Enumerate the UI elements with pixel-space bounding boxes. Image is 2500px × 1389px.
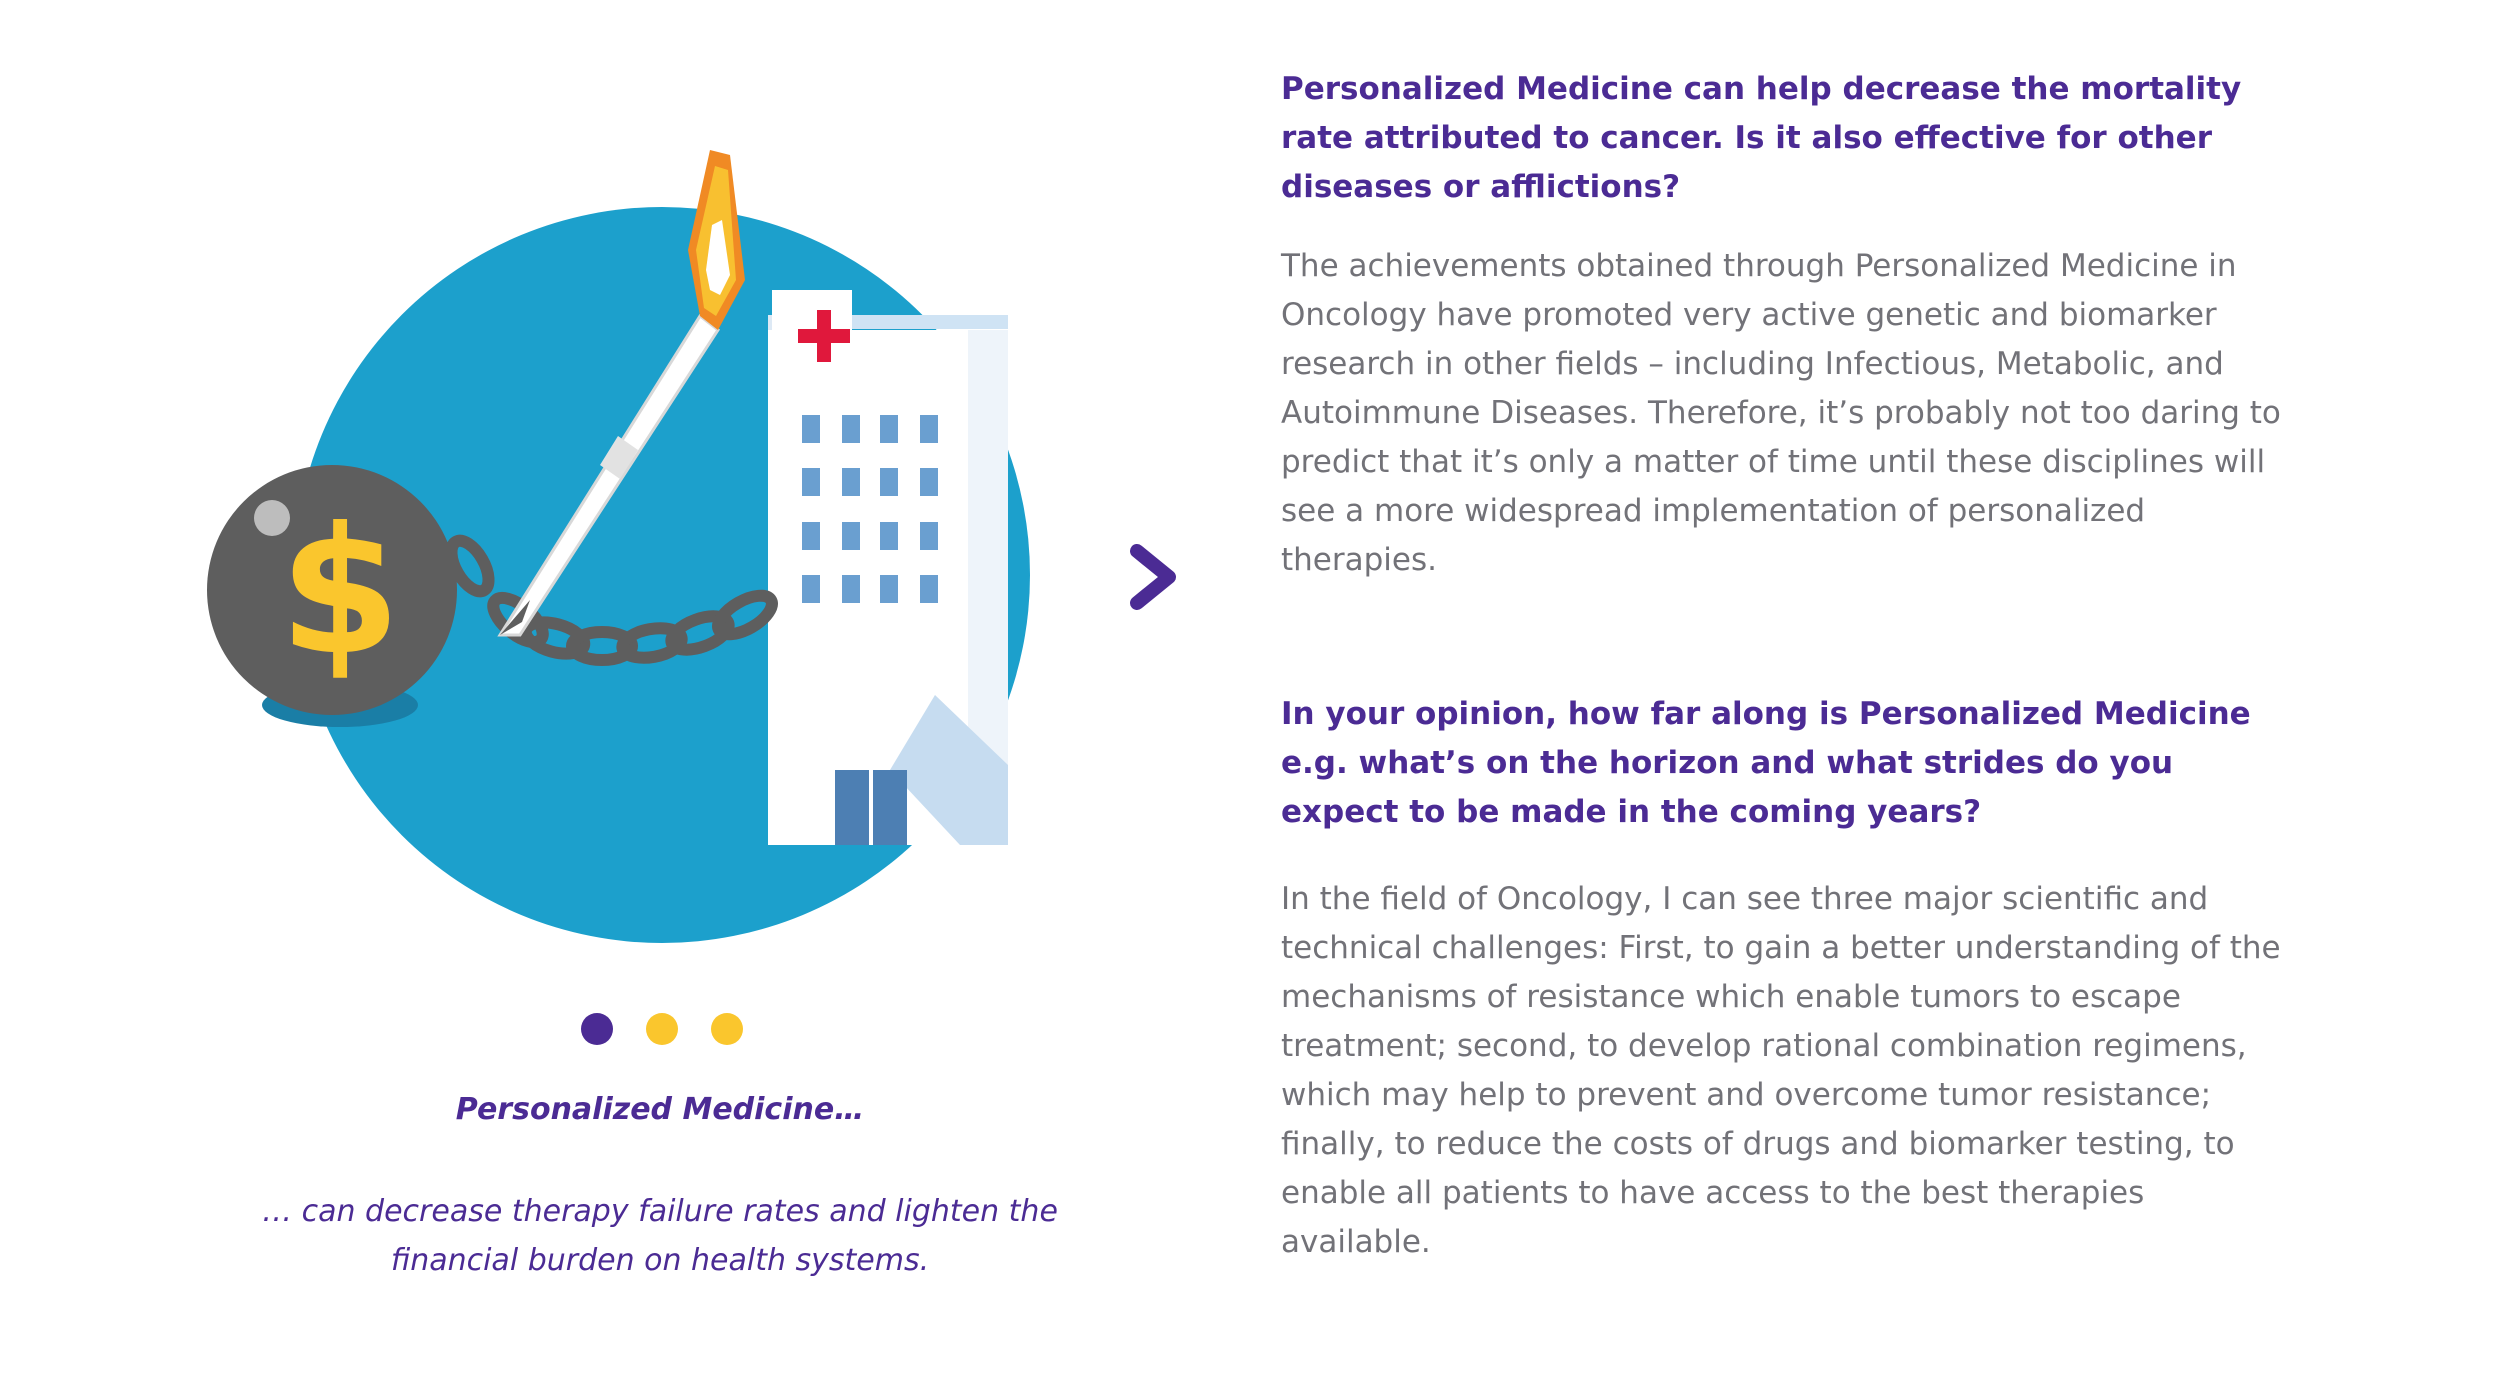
answer-2: In the field of Oncology, I can see three major scientific and technical challenges: First, to gain a better understanding of the mechanisms of resistance which enable tumors to escape treatment; second, to develop rational combination regimens, which may help to prevent and overcome tumor resistance; finally, to reduce the costs of drugs and biomarker testing, to enable all patients to have access to the best therapies available.: [1281, 881, 2281, 1260]
next-button[interactable]: [1127, 543, 1183, 611]
carousel-dot-2[interactable]: [646, 1013, 678, 1045]
carousel-dots: [581, 1013, 751, 1045]
illustration: [200, 130, 1080, 970]
qa-block-2: [1281, 690, 2281, 1267]
caption-title: Personalized Medicine…: [455, 1092, 865, 1127]
question-1: Personalized Medicine can help decrease the mortality rate attributed to cancer. Is it also effective for other diseases or afflictions?: [1281, 71, 2242, 205]
svg-text:$: $: [279, 491, 401, 694]
carousel-dot-1[interactable]: [581, 1013, 613, 1045]
hospital-icon: [768, 290, 1008, 845]
question-2: In your opinion, how far along is Personalized Medicine e.g. what’s on the horizon and what strides do you expect to be made in the coming years?: [1281, 696, 2251, 830]
qa-block-1: [1281, 65, 2281, 585]
chevron-right-icon: [1127, 543, 1183, 611]
carousel-dot-3[interactable]: [711, 1013, 743, 1045]
answer-1: The achievements obtained through Personalized Medicine in Oncology have promoted very active genetic and biomarker research in other fields – including Infectious, Metabolic, and Autoimmune Diseases. Therefore, it’s probably not too daring to predict that it’s only a matter of time until these disciplines will see a more widespread implementation of personalized therapies.: [1281, 248, 2281, 578]
caption-body: … can decrease therapy failure rates and lighten the financial burden on health systems.: [262, 1194, 1058, 1278]
illustration-graphic: [200, 130, 1080, 970]
